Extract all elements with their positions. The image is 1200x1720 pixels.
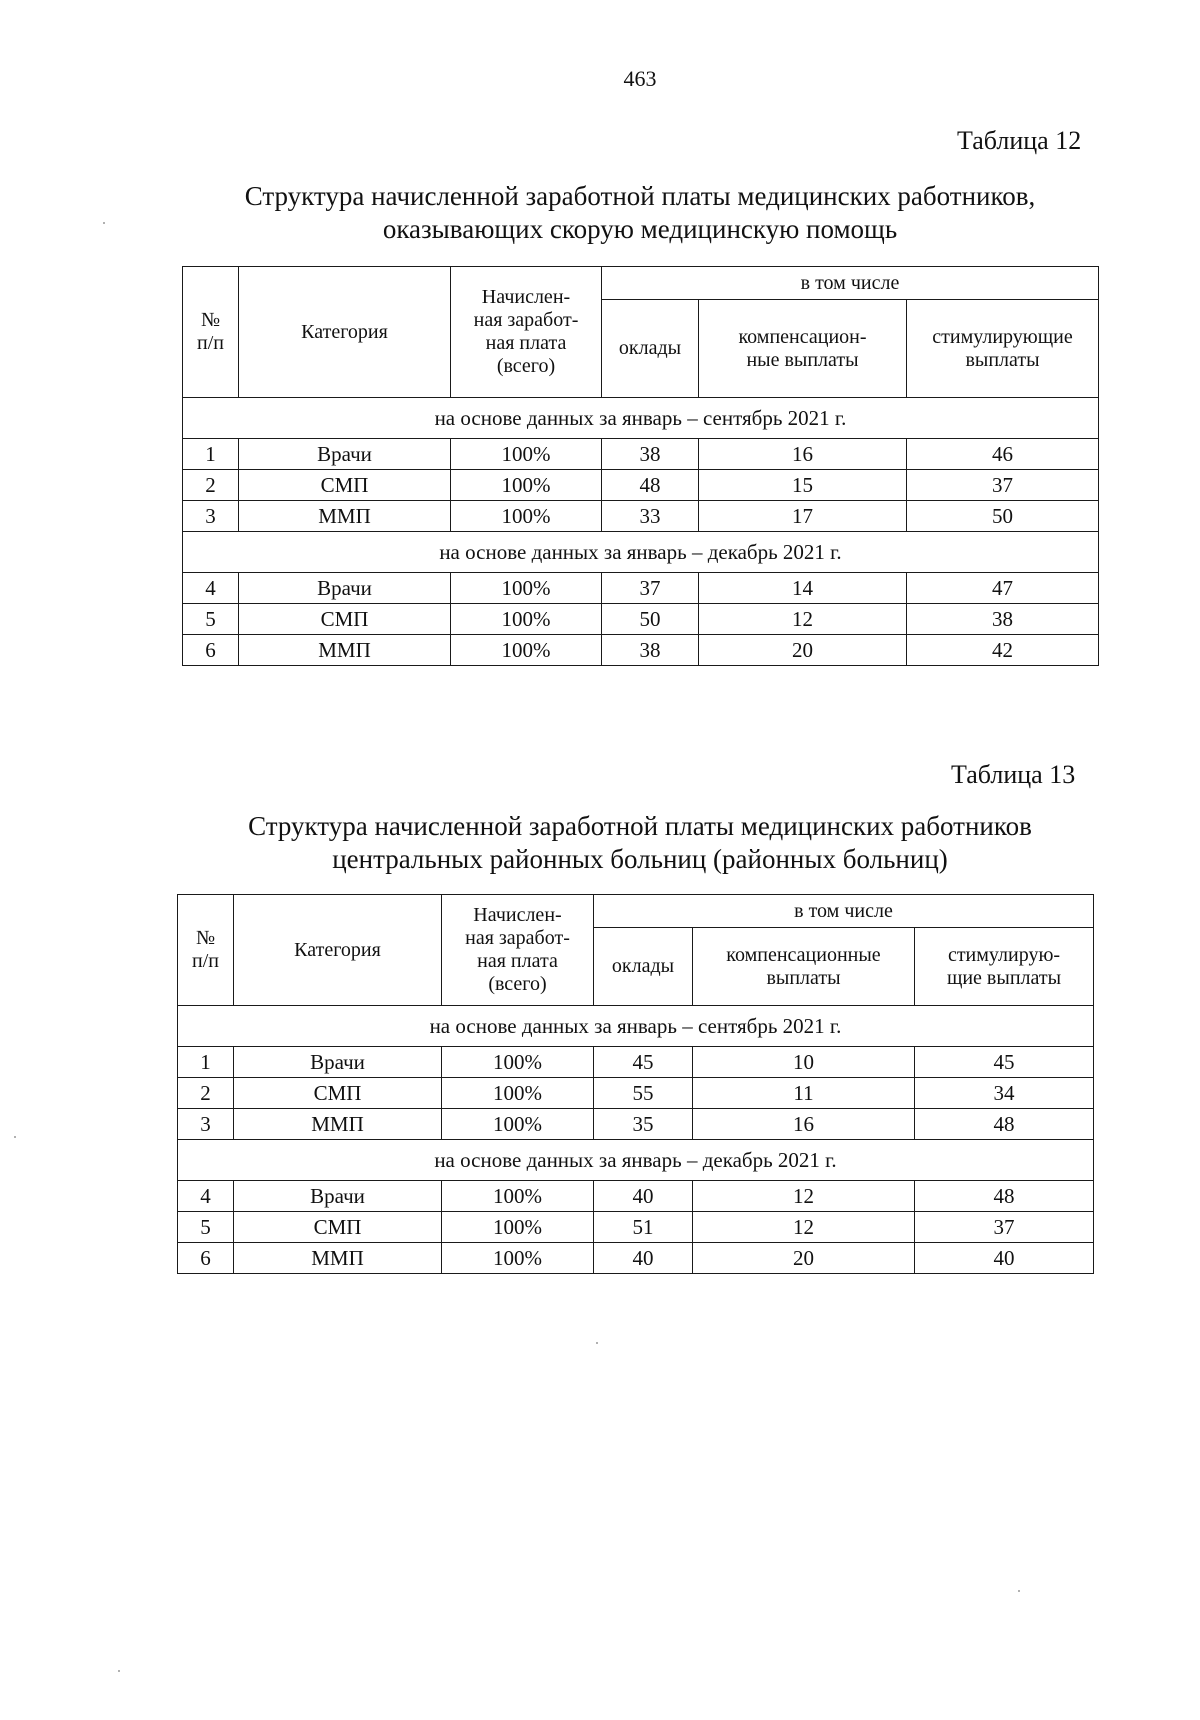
table-row — [183, 573, 1099, 604]
cell-salaries: 37 — [602, 573, 699, 604]
cell-total: 100% — [442, 1047, 594, 1078]
cell-num: 5 — [178, 1212, 234, 1243]
cell-total: 100% — [442, 1078, 594, 1109]
section-caption: на основе данных за январь – сентябрь 2021 г. — [178, 1006, 1094, 1047]
cell-incentive: 37 — [907, 470, 1099, 501]
cell-compensation: 17 — [699, 501, 907, 532]
table-13-title-line-1: Структура начисленной заработной платы медицинских работников — [248, 811, 1032, 841]
table-row — [178, 1109, 1094, 1140]
cell-category: СМП — [234, 1078, 442, 1109]
cell-total: 100% — [451, 501, 602, 532]
table-row — [183, 470, 1099, 501]
header-category: Категория — [234, 895, 442, 1006]
page-number: 463 — [623, 66, 657, 91]
table-row — [178, 1078, 1094, 1109]
cell-total: 100% — [451, 604, 602, 635]
cell-salaries: 55 — [594, 1078, 693, 1109]
cell-category: СМП — [239, 604, 451, 635]
header-salaries: оклады — [602, 300, 699, 398]
cell-incentive: 46 — [907, 439, 1099, 470]
cell-incentive: 48 — [915, 1109, 1094, 1140]
section-caption: на основе данных за январь – декабрь 2021 г. — [178, 1140, 1094, 1181]
cell-category: ММП — [239, 635, 451, 666]
cell-incentive: 37 — [915, 1212, 1094, 1243]
cell-compensation: 11 — [693, 1078, 915, 1109]
cell-compensation: 12 — [699, 604, 907, 635]
cell-category: ММП — [234, 1243, 442, 1274]
table-12-title — [0, 180, 1200, 246]
cell-salaries: 50 — [602, 604, 699, 635]
cell-total: 100% — [442, 1212, 594, 1243]
table-13-title — [0, 810, 1200, 876]
table-12-header-row-1 — [183, 267, 1099, 300]
header-num: № п/п — [178, 895, 234, 1006]
scan-speck — [1018, 1590, 1020, 1592]
cell-salaries: 38 — [602, 635, 699, 666]
scan-speck — [103, 222, 105, 224]
table-row — [178, 1181, 1094, 1212]
header-including: в том числе — [602, 267, 1099, 300]
header-salaries: оклады — [594, 928, 693, 1006]
cell-category: ММП — [234, 1109, 442, 1140]
cell-num: 4 — [183, 573, 239, 604]
scan-speck — [14, 1136, 16, 1138]
cell-salaries: 40 — [594, 1243, 693, 1274]
section-caption-row — [183, 532, 1099, 573]
cell-salaries: 51 — [594, 1212, 693, 1243]
cell-incentive: 42 — [907, 635, 1099, 666]
cell-salaries: 45 — [594, 1047, 693, 1078]
header-num: № п/п — [183, 267, 239, 398]
cell-salaries: 33 — [602, 501, 699, 532]
cell-num: 4 — [178, 1181, 234, 1212]
cell-num: 1 — [183, 439, 239, 470]
header-total: Начислен- ная заработ- ная плата (всего) — [442, 895, 594, 1006]
cell-compensation: 14 — [699, 573, 907, 604]
header-including: в том числе — [594, 895, 1094, 928]
cell-compensation: 16 — [699, 439, 907, 470]
table-12-title-line-1: Структура начисленной заработной платы медицинских работников, — [244, 181, 1036, 211]
header-compensation: компенсацион- ные выплаты — [699, 300, 907, 398]
cell-num: 6 — [178, 1243, 234, 1274]
cell-num: 2 — [183, 470, 239, 501]
table-row — [183, 439, 1099, 470]
table-12-title-line-2: оказывающих скорую медицинскую помощь — [382, 214, 898, 244]
scan-speck — [596, 1342, 598, 1344]
section-caption-row — [183, 398, 1099, 439]
header-incentive: стимулирую- щие выплаты — [915, 928, 1094, 1006]
section-caption-row — [178, 1140, 1094, 1181]
cell-total: 100% — [451, 573, 602, 604]
cell-compensation: 15 — [699, 470, 907, 501]
cell-category: Врачи — [239, 573, 451, 604]
table-row — [178, 1243, 1094, 1274]
cell-incentive: 50 — [907, 501, 1099, 532]
cell-incentive: 47 — [907, 573, 1099, 604]
header-compensation: компенсационные выплаты — [693, 928, 915, 1006]
table-row — [183, 635, 1099, 666]
header-total: Начислен- ная заработ- ная плата (всего) — [451, 267, 602, 398]
cell-num: 3 — [183, 501, 239, 532]
cell-total: 100% — [442, 1109, 594, 1140]
cell-num: 1 — [178, 1047, 234, 1078]
scan-speck — [118, 1670, 120, 1672]
section-caption: на основе данных за январь – декабрь 2021 г. — [183, 532, 1099, 573]
cell-incentive: 34 — [915, 1078, 1094, 1109]
table-13-label: Таблица 13 — [951, 760, 1076, 789]
cell-salaries: 35 — [594, 1109, 693, 1140]
cell-category: ММП — [239, 501, 451, 532]
cell-compensation: 10 — [693, 1047, 915, 1078]
cell-total: 100% — [451, 439, 602, 470]
header-category: Категория — [239, 267, 451, 398]
header-incentive: стимулирующие выплаты — [907, 300, 1099, 398]
cell-compensation: 12 — [693, 1212, 915, 1243]
cell-category: Врачи — [234, 1047, 442, 1078]
cell-salaries: 38 — [602, 439, 699, 470]
cell-category: Врачи — [239, 439, 451, 470]
cell-total: 100% — [442, 1181, 594, 1212]
cell-salaries: 40 — [594, 1181, 693, 1212]
cell-total: 100% — [442, 1243, 594, 1274]
cell-num: 6 — [183, 635, 239, 666]
table-13 — [177, 894, 1094, 1274]
cell-total: 100% — [451, 470, 602, 501]
table-row — [183, 501, 1099, 532]
cell-num: 2 — [178, 1078, 234, 1109]
cell-incentive: 40 — [915, 1243, 1094, 1274]
cell-category: Врачи — [234, 1181, 442, 1212]
cell-compensation: 20 — [693, 1243, 915, 1274]
cell-num: 3 — [178, 1109, 234, 1140]
table-row — [178, 1212, 1094, 1243]
cell-incentive: 38 — [907, 604, 1099, 635]
cell-compensation: 16 — [693, 1109, 915, 1140]
cell-compensation: 12 — [693, 1181, 915, 1212]
table-row — [183, 604, 1099, 635]
table-12 — [182, 266, 1099, 666]
cell-salaries: 48 — [602, 470, 699, 501]
cell-incentive: 48 — [915, 1181, 1094, 1212]
cell-compensation: 20 — [699, 635, 907, 666]
cell-total: 100% — [451, 635, 602, 666]
table-row — [178, 1047, 1094, 1078]
cell-category: СМП — [234, 1212, 442, 1243]
section-caption: на основе данных за январь – сентябрь 2021 г. — [183, 398, 1099, 439]
table-13-header-row-1 — [178, 895, 1094, 928]
cell-category: СМП — [239, 470, 451, 501]
cell-num: 5 — [183, 604, 239, 635]
cell-incentive: 45 — [915, 1047, 1094, 1078]
table-13-title-line-2: центральных районных больниц (районных больниц) — [332, 844, 948, 874]
table-12-label: Таблица 12 — [957, 126, 1082, 155]
section-caption-row — [178, 1006, 1094, 1047]
